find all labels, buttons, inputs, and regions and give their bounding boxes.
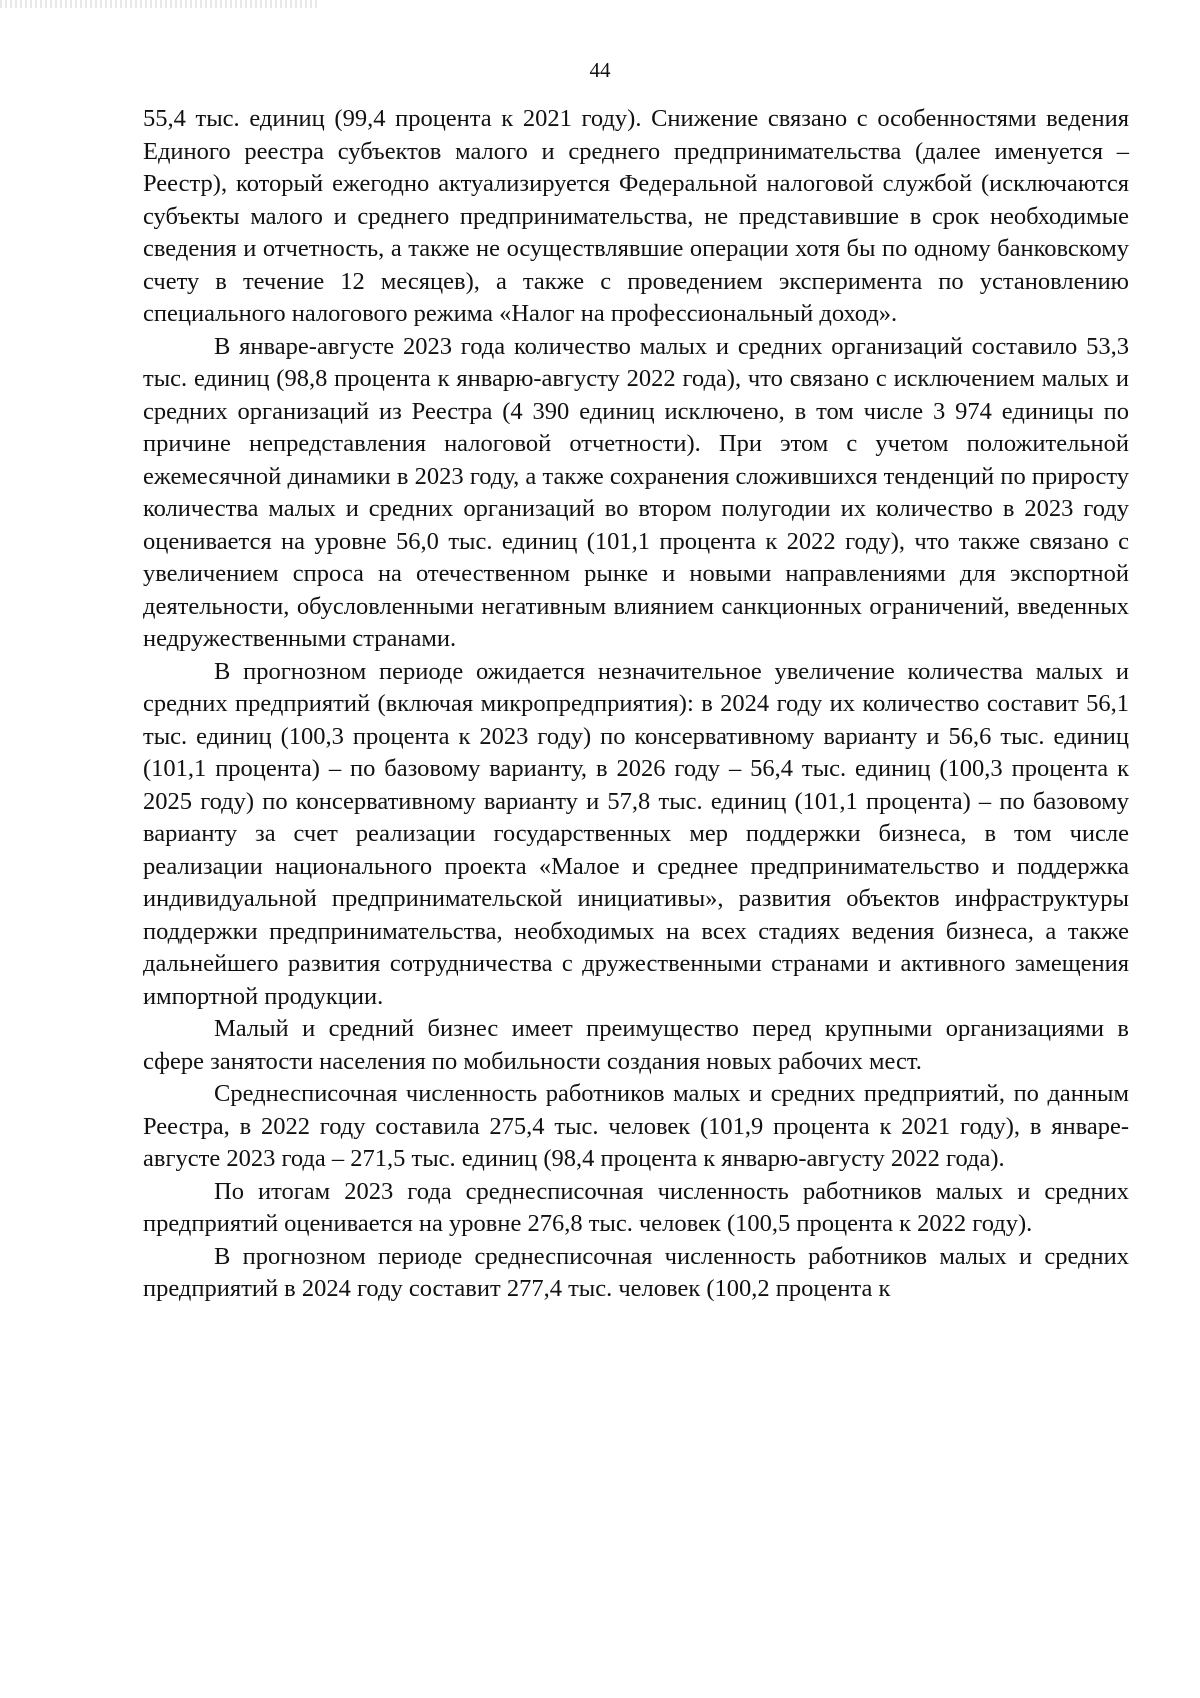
- page-number: 44: [589, 58, 611, 82]
- paragraph: Малый и средний бизнес имеет преимущество перед крупными организациями в сфере занятости населения по мобильности создания новых рабочих мест.: [143, 1015, 1129, 1075]
- paragraph: Среднесписочная численность работников малых и средних предприятий, по данным Реестра, в 2022 году составила 275,4 тыс. человек (101,9 процента к 2021 году), в январе-августе 2023 года – 271,5 тыс. единиц (98,4 процента к январю-августу 2022 года).: [143, 1080, 1129, 1172]
- scan-artifact: [0, 0, 320, 8]
- paragraph: В прогнозном периоде ожидается незначительное увеличение количества малых и средних предприятий (включая микропредприятия): в 2024 году их количество составит 56,1 тыс. единиц (100,3 процента к 2023 году) по консервативному варианту и 56,6 тыс. единиц (101,1 процента) – по базовому варианту, в 2026 году – 56,4 тыс. единиц (100,3 процента к 2025 году) по консервативному варианту и 57,8 тыс. единиц (101,1 процента) – по базовому варианту за счет реализации государственных мер поддержки бизнеса, в том числе реализации национального проекта «Малое и среднее предпринимательство и поддержка индивидуальной предпринимательской инициативы», развития объектов инфраструктуры поддержки предпринимательства, необходимых на всех стадиях ведения бизнеса, а также дальнейшего развития сотрудничества с дружественными странами и активного замещения импортной продукции.: [143, 657, 1129, 1010]
- paragraph: В прогнозном периоде среднесписочная численность работников малых и средних предприятий в 2024 году составит 277,4 тыс. человек (100,2 процента к: [143, 1242, 1129, 1302]
- paragraph-continuation: 55,4 тыс. единиц (99,4 процента к 2021 году). Снижение связано с особенностями ведения Единого реестра субъектов малого и среднего предпринимательства (далее именуется – Реестр), который ежегодно актуализируется Федеральной налоговой службой (исключаются субъекты малого и среднего предпринимательства, не представившие в срок необходимые сведения и отчетность, а также не осуществлявшие операции хотя бы по одному банковскому счету в течение 12 месяцев), а также с проведением эксперимента по установлению специального налогового режима «Налог на профессиональный доход».: [143, 105, 1129, 327]
- paragraph: По итогам 2023 года среднесписочная численность работников малых и средних предприятий оценивается на уровне 276,8 тыс. человек (100,5 процента к 2022 году).: [143, 1177, 1129, 1237]
- document-body: [143, 103, 1129, 1306]
- paragraph: В январе-августе 2023 года количество малых и средних организаций составило 53,3 тыс. единиц (98,8 процента к январю-августу 2022 года), что связано с исключением малых и средних организаций из Реестра (4 390 единиц исключено, в том числе 3 974 единицы по причине непредставления налоговой отчетности). При этом с учетом положительной ежемесячной динамики в 2023 году, а также сохранения сложившихся тенденций по приросту количества малых и средних организаций во втором полугодии их количество в 2023 году оценивается на уровне 56,0 тыс. единиц (101,1 процента к 2022 году), что также связано с увеличением спроса на отечественном рынке и новыми направлениями для экспортной деятельности, обусловленными негативным влиянием санкционных ограничений, введенных недружественными странами.: [143, 332, 1129, 652]
